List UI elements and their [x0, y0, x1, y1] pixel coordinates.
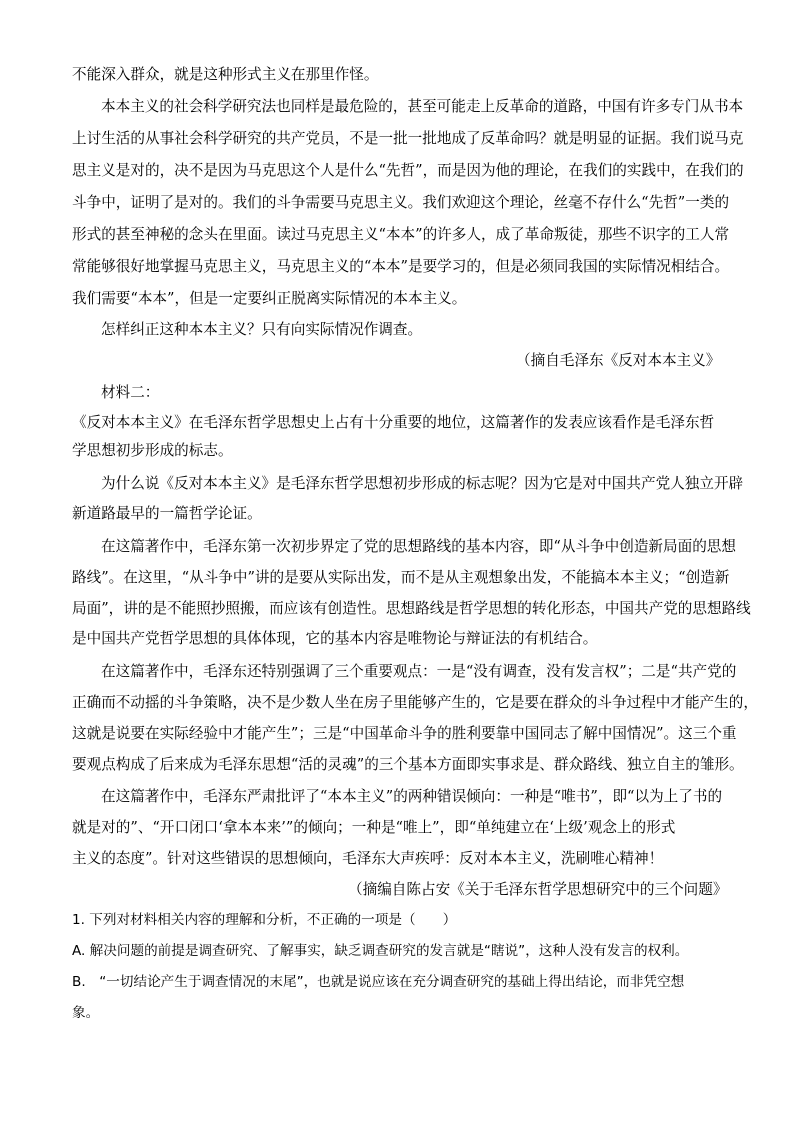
text-line: 学思想初步形成的标志。 [72, 442, 233, 459]
text-line: 常能够很好地掌握马克思主义，马克思主义的“本本”是要学习的，但是必须同我国的实际情况相结合。 [72, 258, 730, 275]
text-line: 路线”。在这里，“从斗争中”讲的是要从实际出发，而不是从主观想象出发，不能搞本本主义；“创造新 [72, 569, 730, 586]
text-line: 思主义是对的，决不是因为马克思这个人是什么“先哲”，而是因为他的理论，在我们的实践中，在我们的 [72, 162, 744, 179]
option-b-continued: 象。 [72, 1005, 100, 1021]
citation: （摘自毛泽东《反对本本主义》 [516, 352, 721, 369]
option-a: A. 解决问题的前提是调查研究、了解事实，缺乏调查研究的发言就是“瞎说”，这种人没有发言的权利。 [72, 943, 689, 959]
text-line: 主义的态度”。针对这些错误的思想倾向，毛泽东大声疾呼：反对本本主义，洗刷唯心精神！ [72, 850, 664, 867]
text-line: 为什么说《反对本本主义》是毛泽东哲学思想初步形成的标志呢？因为它是对中国共产党人独立开辟 [101, 475, 744, 492]
option-b: B. “一切结论产生于调查情况的末尾”，也就是说应该在充分调查研究的基础上得出结论，而非凭空想 [72, 974, 685, 990]
citation: （摘编自陈占安《关于毛泽东哲学思想研究中的三个问题》 [348, 881, 728, 898]
text-line: 在这篇著作中，毛泽东第一次初步界定了党的思想路线的基本内容，即“从斗争中创造新局面的思想 [101, 538, 736, 555]
text-line: 形式的甚至神秘的念头在里面。读过马克思主义“本本”的许多人，成了革命叛徒，那些不识字的工人常 [72, 226, 730, 243]
text-line: 上讨生活的从事社会科学研究的共产党员，不是一批一批地成了反革命吗？就是明显的证据。我们说马克 [72, 130, 744, 147]
text-line: 局面”，讲的是不能照抄照搬，而应该有创造性。思想路线是哲学思想的转化形态，中国共产党的思想路线 [72, 600, 751, 617]
text-line: 怎样纠正这种本本主义？只有向实际情况作调查。 [101, 321, 423, 338]
text-line: 这就是说要在实际经验中才能产生”；三是“中国革命斗争的胜利要靠中国同志了解中国情况”。这三个重 [72, 725, 737, 742]
text-line: 就是对的”、“开口闭口‘拿本本来’”的倾向；一种是“唯上”，即“单纯建立在‘上级’观念上的形式 [72, 819, 676, 836]
text-line: 正确而不动摇的斗争策略，决不是少数人坐在房子里能够产生的，它是要在群众的斗争过程中才能产生的， [72, 694, 758, 711]
question-stem: 1. 下列对材料相关内容的理解和分析，不正确的一项是（ ） [72, 912, 457, 928]
section-heading: 材料二： [101, 384, 160, 401]
text-line: 在这篇著作中，毛泽东还特别强调了三个重要观点：一是“没有调查，没有发言权”；二是“共产党的 [101, 663, 737, 680]
text-line: 是中国共产党哲学思想的具体体现，它的基本内容是唯物论与辩证法的有机结合。 [72, 630, 598, 647]
text-line: 要观点构成了后来成为毛泽东思想“活的灵魂”的三个基本方面即实事求是、群众路线、独立自主的雏形。 [72, 756, 744, 773]
text-line: 在这篇著作中，毛泽东严肃批评了“本本主义”的两种错误倾向：一种是“唯书”，即“以为上了书的 [101, 788, 723, 805]
text-line: 我们需要“本本”，但是一定要纠正脱离实际情况的本本主义。 [72, 290, 467, 307]
text-line: 本本主义的社会科学研究法也同样是最危险的，甚至可能走上反革命的道路，中国有许多专门从书本 [101, 98, 744, 115]
text-line: 《反对本本主义》在毛泽东哲学思想史上占有十分重要的地位，这篇著作的发表应该看作是毛泽东哲 [72, 414, 715, 431]
text-line: 不能深入群众，就是这种形式主义在那里作怪。 [72, 66, 379, 83]
text-line: 新道路最早的一篇哲学论证。 [72, 505, 262, 522]
text-line: 斗争中，证明了是对的。我们的斗争需要马克思主义。我们欢迎这个理论，丝毫不存什么“先哲”一类的 [72, 194, 730, 211]
